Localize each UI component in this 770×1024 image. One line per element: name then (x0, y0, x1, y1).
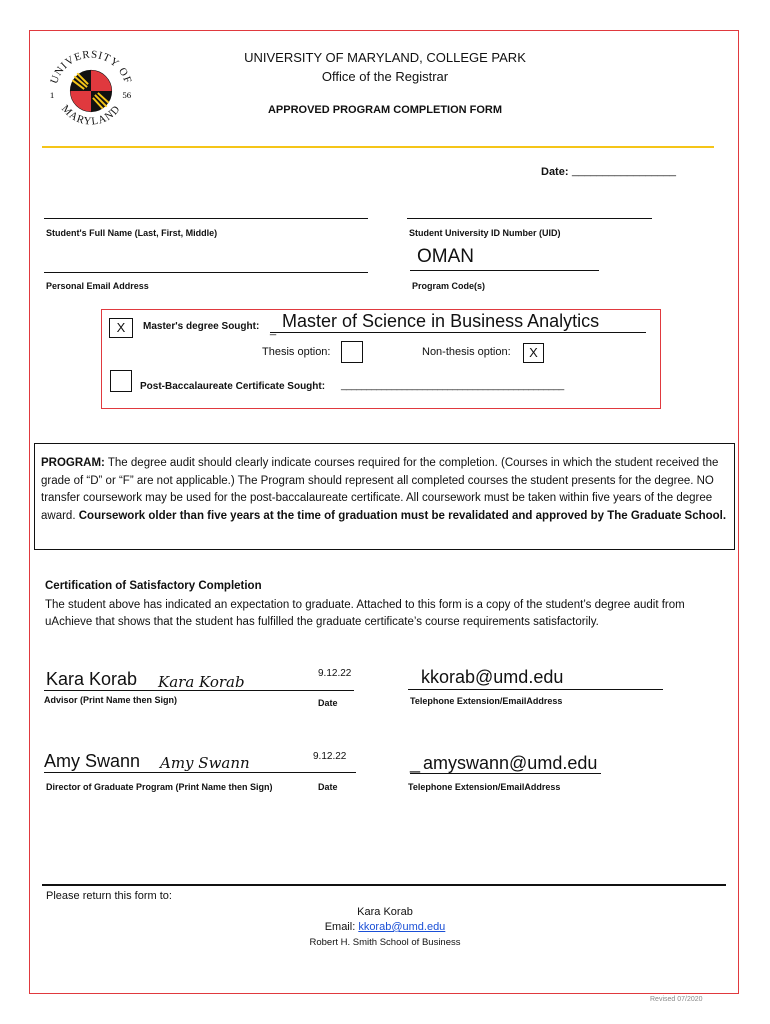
program-code-label: Program Code(s) (412, 281, 486, 291)
form-title: APPROVED PROGRAM COMPLETION FORM (267, 104, 503, 116)
director-line (44, 772, 356, 773)
university-name: UNIVERSITY OF MARYLAND, COLLEGE PARK (244, 50, 526, 65)
masters-pre-underscore: _ (270, 324, 277, 336)
return-name: Kara Korab (357, 906, 413, 918)
certification-text: The student above has indicated an expectation to graduate. Attached to this form is a copy of the student’s degree audit from uAchieve that shows that the student has fulfilled the graduate certificate’s course requirements satisfactorily. (45, 599, 685, 628)
email-field[interactable] (44, 272, 368, 273)
masters-checkbox[interactable]: X (109, 318, 133, 338)
email-label: Personal Email Address (46, 281, 149, 291)
full-name-field[interactable] (44, 218, 368, 219)
advisor-date-value[interactable]: 9.12.22 (318, 668, 352, 679)
thesis-checkbox[interactable] (341, 341, 363, 363)
masters-degree-value[interactable]: Master of Science in Business Analytics (282, 311, 600, 331)
uid-field[interactable] (407, 218, 652, 219)
svg-text:UNIVERSITY OF: UNIVERSITY OF (48, 48, 134, 86)
director-date-value[interactable]: 9.12.22 (313, 751, 347, 762)
seal-year-right: 56 (122, 89, 132, 100)
nonthesis-label: Non-thesis option: (422, 346, 511, 358)
program-text: The degree audit should clearly indicate courses required for the completion. (Courses in which the student received the grade of “D” or “F” are not applicable.) The Program should represent all completed courses the student presents for the degree. NO transfer coursework may be used for the post-baccalaureate certificate. All coursework must be taken within five years of the degree award. (41, 457, 719, 522)
date-field[interactable]: _________________ (572, 165, 677, 177)
program-bold-text: Coursework older than five years at the time of graduation must be revalidated and approved by The Graduate School. (78, 509, 727, 522)
return-email-link[interactable]: kkorab@umd.edu (358, 921, 446, 933)
director-contact-value[interactable]: amyswann@umd.edu (423, 753, 598, 773)
program-code-value[interactable]: OMAN (417, 246, 474, 267)
program-notice-box (34, 443, 735, 550)
masters-line (270, 332, 646, 333)
postbac-checkbox[interactable] (110, 370, 132, 392)
gold-divider (42, 146, 714, 148)
advisor-signature[interactable]: Kara Korab (158, 673, 245, 691)
thesis-label: Thesis option: (262, 346, 331, 358)
director-contact-prefix: _ (410, 753, 421, 773)
postbac-label: Post-Baccalaureate Certificate Sought: (140, 381, 326, 392)
masters-label: Master's degree Sought: (143, 321, 260, 332)
advisor-contact-label: Telephone Extension/EmailAddress (410, 696, 563, 706)
advisor-line (44, 690, 354, 691)
return-school: Robert H. Smith School of Business (309, 937, 461, 948)
return-email-prefix: Email: (324, 921, 359, 933)
program-code-line (410, 270, 599, 271)
director-label: Director of Graduate Program (Print Name then Sign) (46, 782, 273, 792)
uid-label: Student University ID Number (UID) (409, 228, 561, 238)
program-heading: PROGRAM: (41, 457, 105, 469)
certification-heading: Certification of Satisfactory Completion (45, 580, 262, 592)
return-email-line (235, 921, 535, 933)
advisor-contact-value[interactable]: kkorab@umd.edu (421, 667, 564, 687)
university-seal-logo (42, 42, 140, 140)
seal-year-left: 1 (49, 89, 55, 100)
advisor-name[interactable]: Kara Korab (46, 669, 138, 689)
director-signature[interactable]: Amy Swann (160, 754, 250, 772)
office-name: Office of the Registrar (321, 69, 449, 84)
director-contact-line (410, 773, 601, 774)
date-label: Date: (541, 166, 569, 178)
director-name[interactable]: Amy Swann (44, 751, 141, 771)
postbac-field[interactable]: ____________________________________________ (341, 380, 564, 391)
director-contact-label: Telephone Extension/EmailAddress (408, 782, 561, 792)
director-date-label: Date (318, 782, 338, 792)
full-name-label: Student's Full Name (Last, First, Middle) (46, 228, 218, 238)
advisor-label: Advisor (Print Name then Sign) (44, 695, 178, 705)
nonthesis-checkbox[interactable]: X (523, 343, 544, 363)
svg-text:MARYLAND: MARYLAND (58, 102, 123, 128)
advisor-date-label: Date (318, 698, 338, 708)
return-label: Please return this form to: (46, 890, 172, 902)
advisor-contact-line (408, 689, 663, 690)
revised-date: Revised 07/2020 (650, 996, 703, 1003)
footer-divider (42, 884, 726, 886)
